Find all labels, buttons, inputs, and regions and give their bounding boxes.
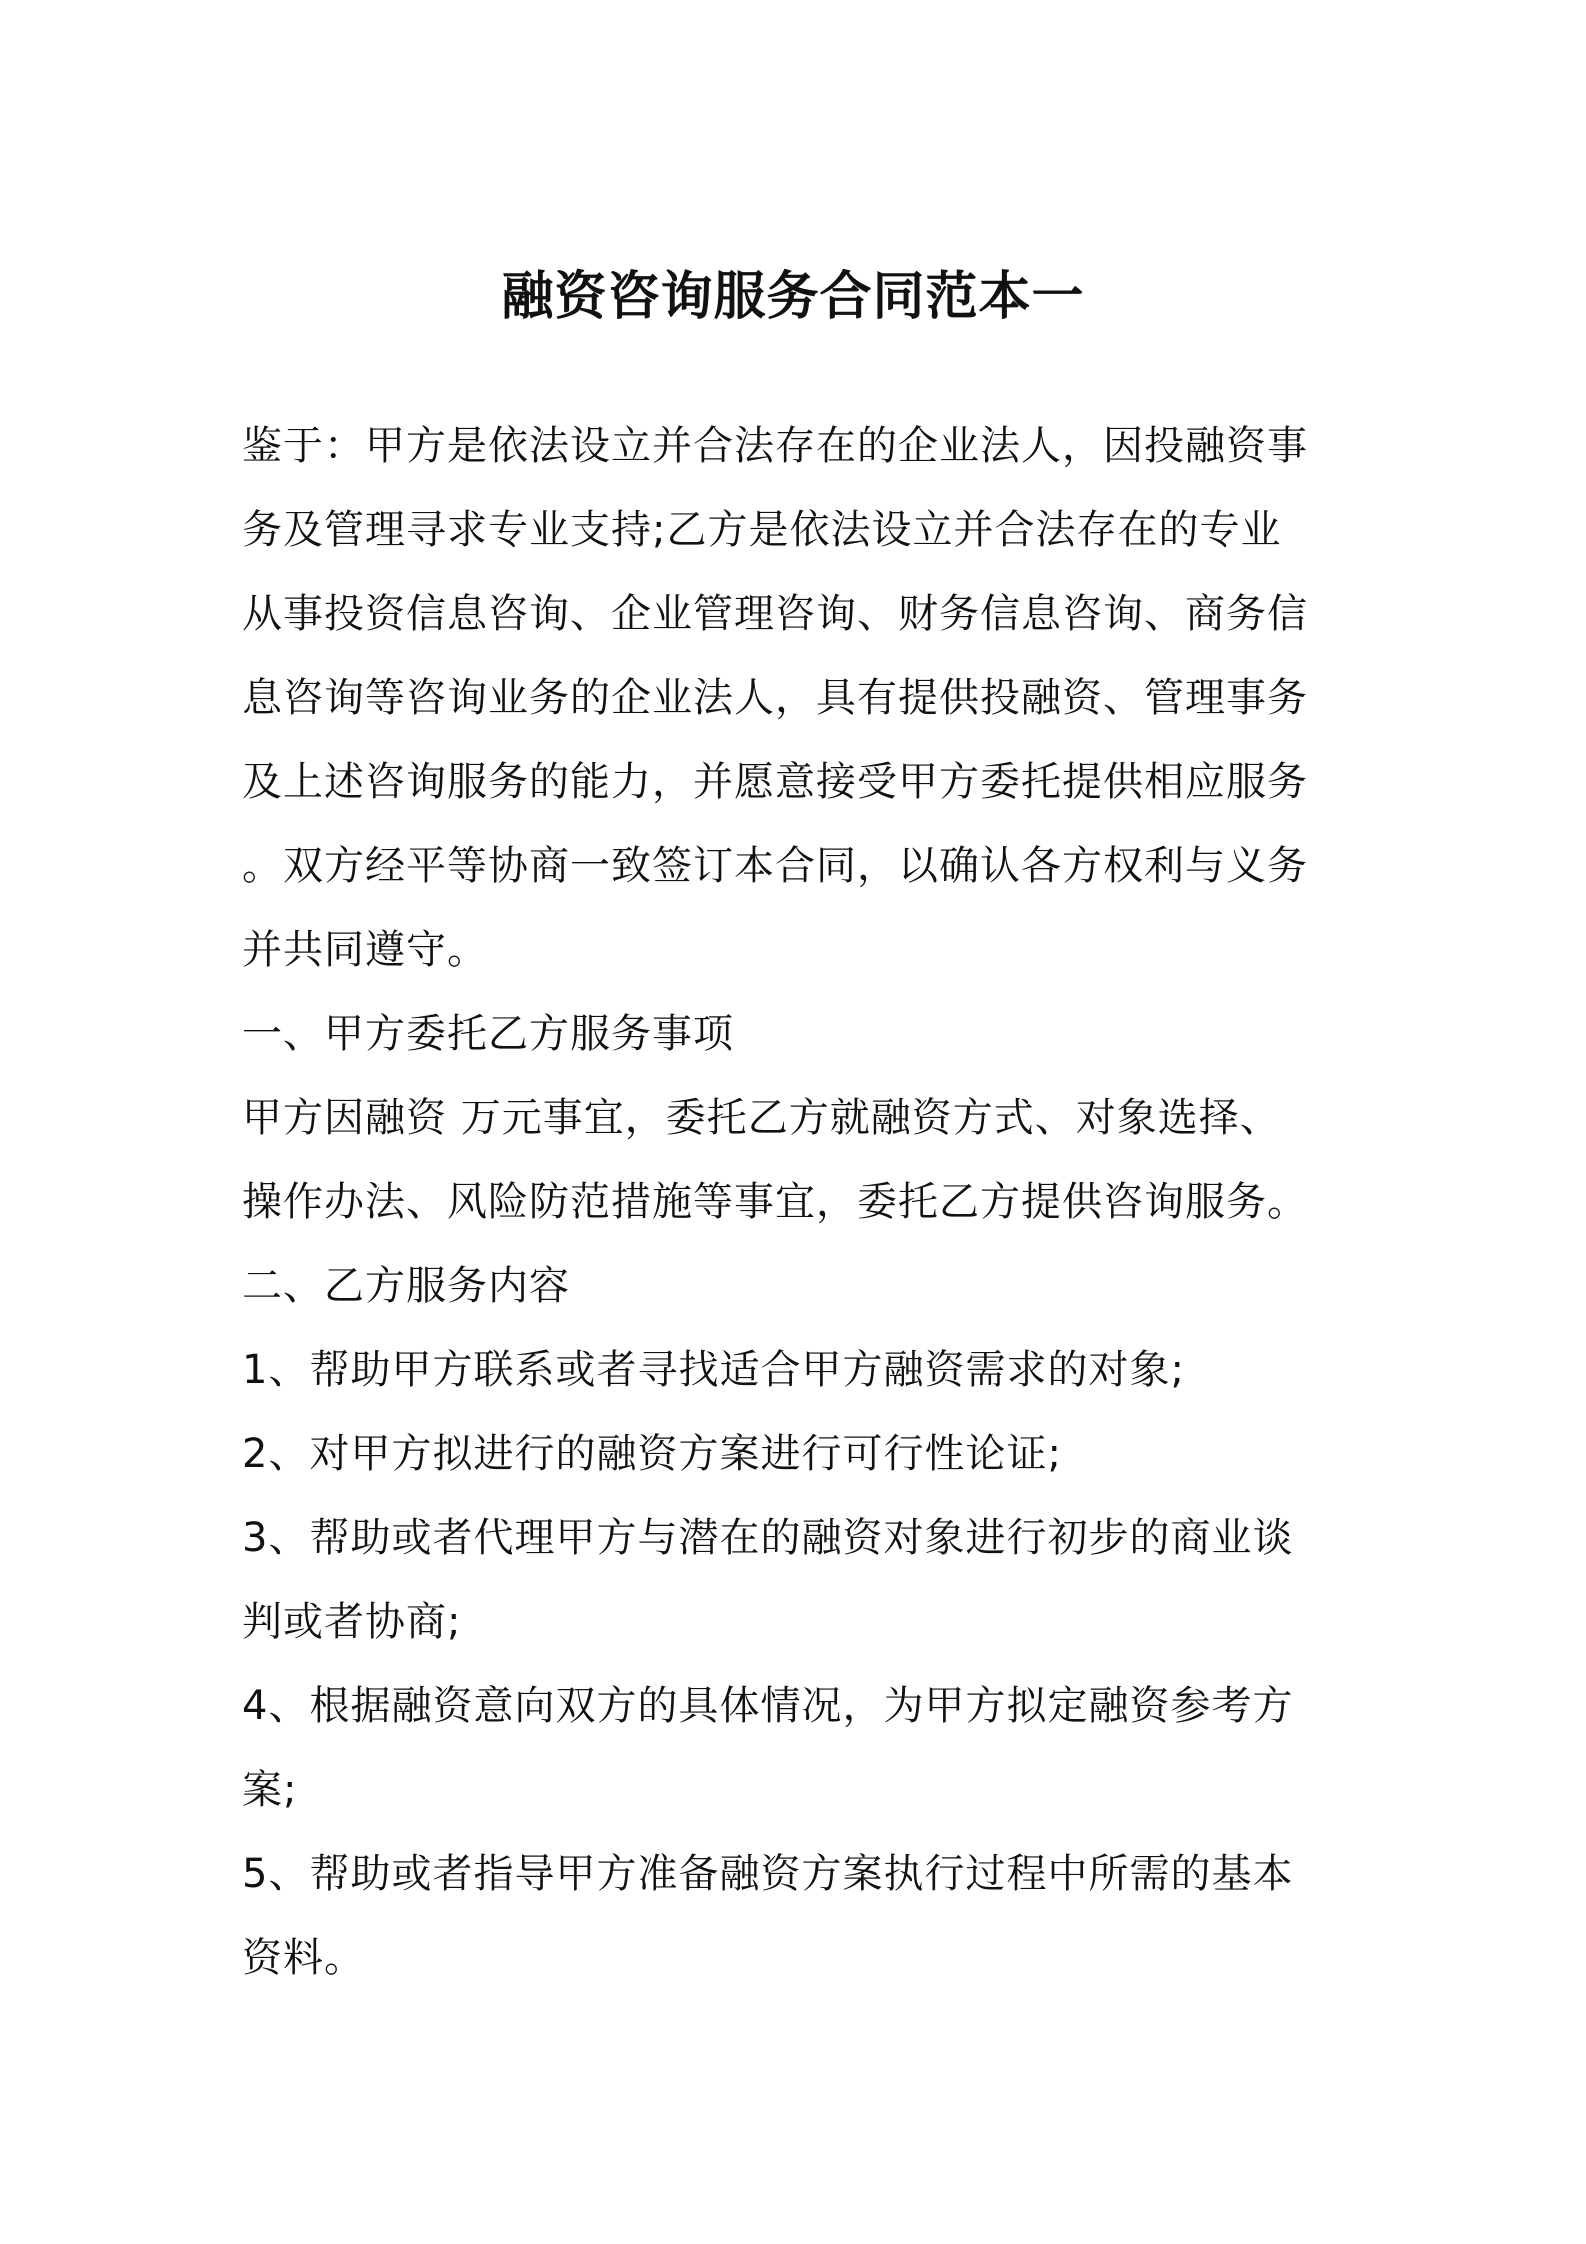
preamble-paragraph: [242, 404, 1360, 992]
text-line: 息咨询等咨询业务的企业法人，具有提供投融资、管理事务: [242, 675, 1308, 721]
text-line: 甲方因融资 万元事宜，委托乙方就融资方式、对象选择、: [242, 1095, 1281, 1141]
service-item-2: 2、对甲方拟进行的融资方案进行可行性论证;: [242, 1431, 1062, 1477]
document-body: [242, 404, 1360, 2000]
section-2-heading: 二、乙方服务内容: [242, 1263, 570, 1309]
document-title: 融资咨询服务合同范本一: [501, 267, 1085, 327]
service-item-5: 5、帮助或者指导甲方准备融资方案执行过程中所需的基本: [242, 1851, 1294, 1897]
text-line: 务及管理寻求专业支持;乙方是依法设立并合法存在的专业: [242, 507, 1282, 553]
text-line: 鉴于：甲方是依法设立并合法存在的企业法人，因投融资事: [242, 423, 1308, 469]
service-item-3: 3、帮助或者代理甲方与潜在的融资对象进行初步的商业谈: [242, 1515, 1294, 1561]
text-line: 从事投资信息咨询、企业管理咨询、财务信息咨询、商务信: [242, 591, 1308, 637]
service-item-4-continued: 案;: [242, 1767, 298, 1813]
text-line: 并共同遵守。: [242, 927, 488, 973]
service-item-3-continued: 判或者协商;: [242, 1599, 462, 1645]
section-2: [242, 1244, 1360, 2000]
section-1-heading: 一、甲方委托乙方服务事项: [242, 1011, 734, 1057]
text-line: 及上述咨询服务的能力，并愿意接受甲方委托提供相应服务: [242, 759, 1308, 805]
service-item-5-continued: 资料。: [242, 1935, 365, 1981]
section-1: [242, 992, 1360, 1244]
text-line: 操作办法、风险防范措施等事宜，委托乙方提供咨询服务。: [242, 1179, 1308, 1225]
service-item-1: 1、帮助甲方联系或者寻找适合甲方融资需求的对象;: [242, 1347, 1185, 1393]
service-item-4: 4、根据融资意向双方的具体情况，为甲方拟定融资参考方: [242, 1683, 1294, 1729]
text-line: 。双方经平等协商一致签订本合同，以确认各方权利与义务: [242, 843, 1308, 889]
